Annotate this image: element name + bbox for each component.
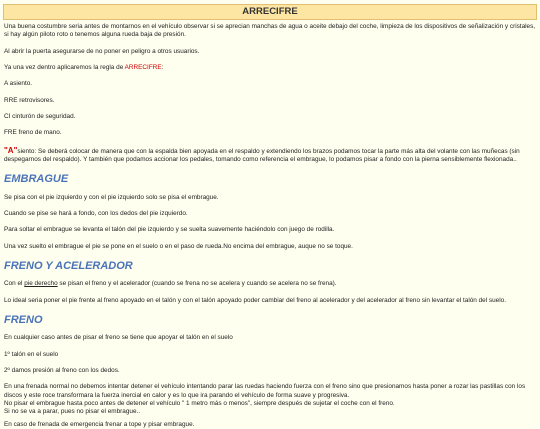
rule-prefix: Ya una vez dentro aplicaremos la regla de [4, 63, 125, 71]
freno-acel-p1-suffix: se pisan el freno y el acelerador (cuando se frena no se acelera y cuando se acelera no se frena). [57, 280, 337, 288]
asiento-mark: "A" [4, 145, 18, 155]
embrague-paragraph-1: Se pisa con el pie izquierdo y con el pie izquierdo solo se pisa el embrague. [4, 193, 219, 201]
embrague-paragraph-3: Para soltar el embrague se levanta el talón del pie izquierdo y se suelta suavemente haciéndolo con juego de rodilla. [4, 226, 335, 234]
rule-suffix: : [161, 63, 164, 71]
step-cinturon: CI cinturón de seguridad. [4, 112, 76, 120]
intro-paragraph-1: Una buena costumbre seria antes de montarnos en el vehículo observar si se aprecian manchas de agua o aceite debajo del coche, limpieza de los dispositivos de señalización y cristales, si hay algún piloto roto o tenemos alguna rueda baja de presión. [4, 23, 536, 39]
intro-paragraph-2: Al abrir la puerta asegurarse de no poner en peligro a otros usuarios. [4, 47, 200, 55]
asiento-paragraph [4, 146, 537, 165]
embrague-paragraph-2: Cuando se pise se hará a fondo, con los dedos del pie izquierdo. [4, 209, 188, 217]
step-retrovisores: RRE retrovisores. [4, 96, 55, 104]
freno-paragraph-1: En cualquier caso antes de pisar el freno se tiene que apoyar el talón en el suelo [4, 334, 233, 342]
rule-paragraph [4, 64, 537, 72]
page-title: ARRECIFRE [242, 5, 298, 17]
main-content [0, 23, 540, 429]
embrague-paragraph-4: Una vez suelto el embrague el pie se pone en el suelo o en el paso de rueda.No encima del embrague, auque no se toque. [4, 242, 353, 250]
freno-p4-text: En una frenada normal no debemos intentar detener el vehículo intentando parar las ruedas haciendo fuerza con el freno sino que presionamos hasta poner a rozar las pastillas con los discos y este roce transformara la fuerza inercial en calor y es lo que ira parando el vehículo de forma suave y progresiva. [4, 383, 526, 399]
pie-derecho-text: pie derecho [24, 280, 58, 288]
freno-acelerador-paragraph-2: Lo ideal seria poner el pie frente al freno apoyado en el talón y con el talón apoyado poder cambiar del freno al acelerador y del acelerador al freno sin levantar el talón del suelo. [4, 296, 506, 304]
step-asiento: A asiento. [4, 80, 33, 88]
freno-paragraph-emergencia: En caso de frenada de emergencia frenar a tope y pisar embrague. [4, 420, 195, 428]
step-freno-mano: FRE freno de mano. [4, 129, 62, 137]
freno-acel-p1-prefix: Con el [4, 280, 25, 288]
freno-p5-text: No pisar el embrague hasta poco antes de detener el vehículo " 1 metro más o menos", siempre después de sujetar el coche con el freno. [4, 399, 395, 407]
freno-heading: FRENO [4, 313, 43, 326]
freno-p6-text: Si no se va a parar, pues no pisar el embrague.. [4, 408, 141, 416]
page-title-bar [3, 4, 537, 20]
freno-paragraph-2: 1º talón en el suelo [4, 350, 59, 358]
freno-paragraph-3: 2º damos presión al freno con los dedos. [4, 366, 120, 374]
embrague-heading: EMBRAGUE [4, 173, 69, 186]
freno-paragraph-4 [4, 383, 537, 416]
asiento-text: siento: Se deberá colocar de manera que con la espalda bien apoyada en el respaldo y extendiendo los brazos podamos tocar la parte más alta del volante con las muñecas (sin despegarnos del respaldo). Y también que podamos accionar los pedales, tomando como referencia el embrague, lo podamos pisar a fondo con la pierna sensiblemente flexionada.. [4, 147, 520, 164]
freno-acelerador-heading: FRENO Y ACELERADOR [4, 259, 133, 272]
rule-word: ARRECIFRE [124, 63, 162, 71]
freno-acelerador-paragraph-1 [4, 280, 537, 288]
